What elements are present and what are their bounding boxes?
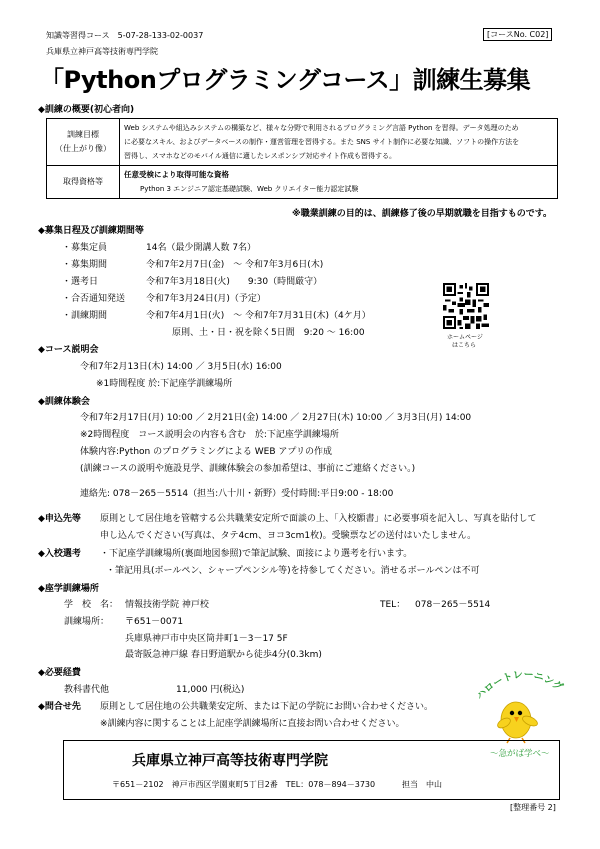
trial-remark: (訓練コースの説明や施設見学、訓練体験会の参加希望は、事前にご連絡ください。) — [80, 464, 416, 474]
goal-sublabel: （仕上がり像） — [55, 144, 111, 153]
footer-contact: 担当 中山 — [402, 780, 442, 789]
exam-line: ・筆記用具(ボールペン、シャープペンシル等)を持参してください。消せるボールペンは不可 — [106, 566, 480, 576]
fees-label: 教科書代他 — [64, 685, 110, 695]
inquiry-line: ※訓練内容に関することは上記座学訓練場所に直接お問い合わせください。 — [100, 719, 405, 729]
mascot-tagline: ～急がば学べ～ — [490, 748, 550, 758]
briefing-note: ※1時間程度 於:下記座学訓練場所 — [96, 379, 233, 389]
exam-line: ・下記座学訓練場所(裏面地図参照)で筆記試験、面接により選考を行います。 — [100, 549, 413, 559]
venue-tel: 078－265－5514 — [415, 600, 491, 610]
qr-code-icon[interactable] — [443, 283, 489, 329]
venue-place-label: 訓練場所： — [64, 617, 110, 627]
footer-box — [63, 740, 560, 800]
schedule-value: 令和7年3月24日(月)（予定） — [146, 294, 266, 304]
footer-address: 〒651－2102 神戸市西区学園東町5丁目2番 TEL：078－894－3730 — [112, 780, 376, 789]
goal-label: 訓練目標 — [67, 130, 99, 139]
mascot-arc-text: ハロートレーニング — [474, 669, 565, 702]
goal-label-cell — [47, 119, 120, 166]
footer-school: 兵庫県立神戸高等技術専門学院 — [132, 753, 328, 769]
course-code: 知識等習得コース 5-07-28-133-02-0037 — [46, 31, 204, 40]
apply-label: ◆申込先等 — [38, 514, 81, 524]
venue-school-name: 情報技術学院 神戸校 — [125, 600, 209, 610]
trial-note: ※2時間程度 コース説明会の内容も含む 於:下記座学訓練場所 — [80, 430, 339, 440]
venue-address: 兵庫県神戸市中央区筒井町1－3－17 5F — [125, 634, 288, 644]
page-title: 「Pythonプログラミングコース」訓練生募集 — [40, 66, 531, 94]
inquiry-line: 原則として居住地の公共職業安定所、または下記の学院にお問い合わせください。 — [100, 702, 434, 712]
schedule-label: ・募集期間 — [62, 260, 108, 270]
purpose-note: ※職業訓練の目的は、訓練修了後の早期就職を目指すものです。 — [292, 209, 553, 219]
schedule-label: ・合否通知発送 — [62, 294, 126, 304]
schedule-value: 令和7年2月7日(金) ～ 令和7年3月6日(木) — [146, 260, 324, 270]
schedule-heading: ◆募集日程及び訓練期間等 — [38, 226, 144, 236]
overview-table — [46, 118, 558, 199]
venue-zip: 〒651－0071 — [125, 617, 184, 627]
apply-line: 原則として居住地を管轄する公共職業安定所で面談の上、「入校願書」に必要事項を記入し、写真を貼付して — [100, 514, 537, 524]
schedule-label: ・募集定員 — [62, 243, 108, 253]
goal-line: 習得し、スマホなどのモバイル通信に適したレスポンシブ対応サイト作成も習得する。 — [124, 152, 396, 160]
schedule-value: 令和7年3月18日(火) 9:30（時間厳守） — [146, 277, 323, 287]
exam-label: ◆入校選考 — [38, 549, 81, 559]
qual-text-cell — [120, 166, 558, 199]
briefing-heading: ◆コース説明会 — [38, 345, 99, 355]
briefing-dates: 令和7年2月13日(木) 14:00 ／ 3月5日(水) 16:00 — [80, 362, 282, 372]
fees-heading: ◆必要経費 — [38, 668, 81, 678]
apply-line: 申し込んでください(写真は、タテ4cm、ヨコ3cm1枚)。受験票などの送付はいたしません。 — [100, 531, 477, 541]
qual-label: 取得資格等 — [47, 166, 120, 199]
schedule-value: 令和7年4月1日(火) ～ 令和7年7月31日(木)（4ケ月） — [146, 311, 371, 321]
trial-heading: ◆訓練体験会 — [38, 397, 90, 407]
svg-text:ハロートレーニング — [475, 669, 566, 702]
schedule-label: ・選考日 — [62, 277, 99, 287]
course-number: [コースNo. C02] — [483, 28, 552, 41]
qr-caption: ホームページ — [447, 334, 483, 341]
qr-caption: はこちら — [452, 342, 477, 349]
fees-value: 11,000 円(税込) — [176, 685, 245, 695]
training-hours: 原則、土・日・祝を除く5日間 9:20 ～ 16:00 — [172, 328, 365, 338]
schedule-label: ・訓練期間 — [62, 311, 108, 321]
venue-tel-label: TEL： — [380, 600, 406, 610]
goal-line: Web システムや組込みシステムの構築など、様々な分野で利用されるプログラミング言語 Python を習得。データ処理のため — [124, 124, 519, 132]
schedule-value: 14名（最少開講人数 7名） — [146, 243, 257, 253]
overview-heading: ◆訓練の概要(初心者向) — [38, 105, 135, 115]
goal-line: に必要なスキル、およびデータベースの制作・運営管理を習得する。また SNS サイト制作に必要な知識、ソフトの操作方法を — [124, 138, 520, 146]
qual-items: Python 3 エンジニア認定基礎試験、Web クリエイター能力認定試験 — [140, 185, 359, 193]
trial-contact: 連絡先: 078－265－5514（担当:八十川・新野）受付時間:平日9:00 - 18:00 — [80, 489, 394, 499]
serial-number: [整理番号 2] — [510, 803, 556, 812]
inquiry-label: ◆問合せ先 — [38, 702, 81, 712]
venue-access: 最寄阪急神戸線 春日野道駅から徒歩4分(0.3km) — [125, 650, 322, 660]
school-name-header: 兵庫県立神戸高等技術専門学院 — [46, 47, 158, 56]
venue-heading: ◆座学訓練場所 — [38, 584, 99, 594]
venue-school-label: 学 校 名： — [64, 600, 119, 610]
qual-heading: 任意受検により取得可能な資格 — [124, 170, 229, 179]
trial-content: 体験内容:Python のプログラミングによる WEB アプリの作成 — [80, 447, 333, 457]
goal-text-cell — [120, 119, 558, 166]
trial-dates: 令和7年2月17日(月) 10:00 ／ 2月21日(金) 14:00 ／ 2月27日(木) 10:00 ／ 3月3日(月) 14:00 — [80, 413, 472, 423]
